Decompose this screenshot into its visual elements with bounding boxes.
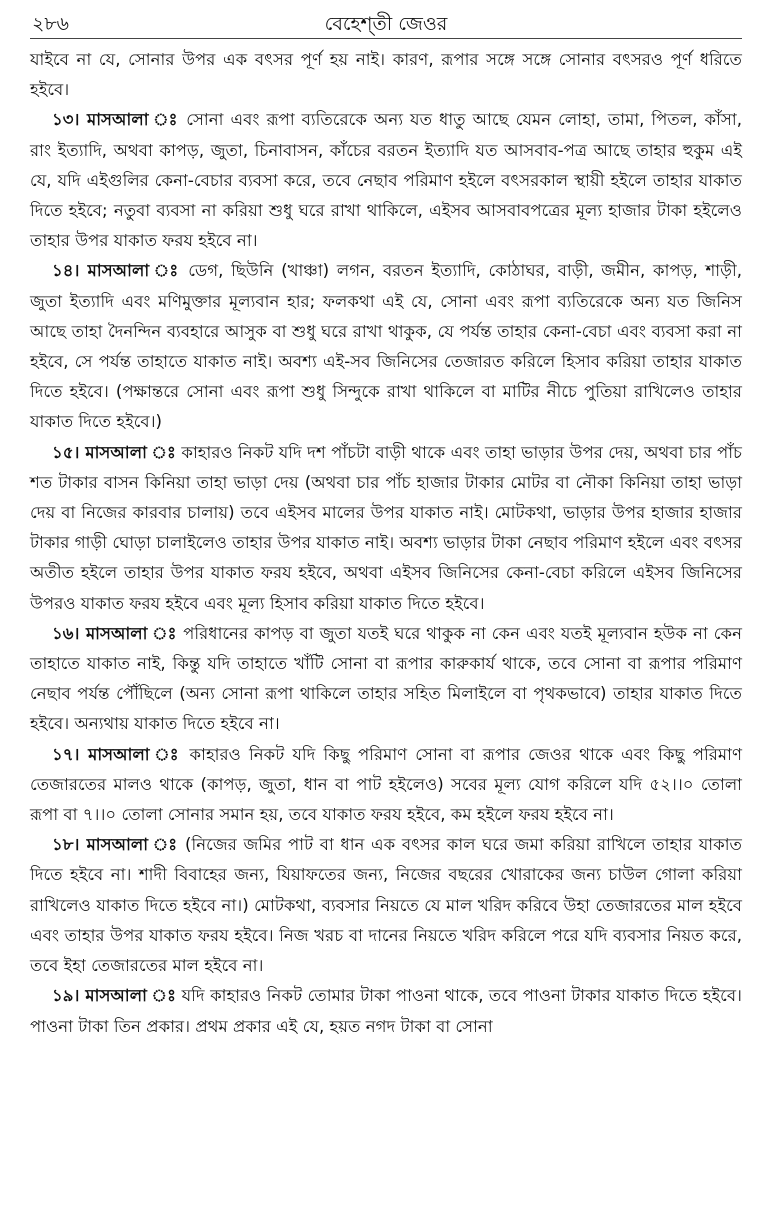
- paragraph-text: কাহারও নিকট যদি কিছু পরিমাণ সোনা বা রূপার জেওর থাকে এবং কিছু পরিমাণ তেজারতের মালও থাকে (কাপড়, জুতা, ধান বা পাট হইলেও) সবের মূল্য যোগ করিলে যদি ৫২।।০ তোলা রূপা বা ৭।।০ তোলা সোনার সমান হয়, তবে যাকাত ফরয হইবে, কম হইলে ফরয হইবে না।: [30, 744, 742, 825]
- masala-label: ১৮। মাসআলা ঃ: [52, 835, 179, 855]
- masala-17: [30, 740, 742, 831]
- masala-label: ১৪। মাসআলা ঃ: [52, 261, 181, 281]
- paragraph-text: ডেগ, ছিউনি (খাঞ্চা) লগন, বরতন ইত্যাদি, কোঠাঘর, বাড়ী, জমীন, কাপড়, শাড়ী, জুতা ইত্যাদি এবং মণিমুক্তার মূল্যবান হার; ফলকথা এই যে, সোনা এবং রূপা ব্যতিরেকে অন্য যত জিনিস আছে তাহা দৈনন্দিন ব্যবহারে আসুক বা শুধু ঘরে রাখা থাকুক, যে পর্যন্ত তাহার কেনা-বেচা এবং ব্যবসা করা না হইবে, সে পর্যন্ত তাহাতে যাকাত নাই। অবশ্য এই-সব জিনিসের তেজারত করিলে হিসাব করিয়া তাহার যাকাত দিতে হইবে। (পক্ষান্তরে সোনা এবং রূপা শুধু সিন্দুকে রাখা থাকিলে বা মাটির নীচে পুতিয়া রাখিলেও তাহার যাকাত দিতে হইবে।): [30, 261, 742, 432]
- paragraph-text: কাহারও নিকট যদি দশ পাঁচটা বাড়ী থাকে এবং তাহা ভাড়ার উপর দেয়, অথবা চার পাঁচ শত টাকার বাসন কিনিয়া তাহা ভাড়া দেয় (অথবা চার পাঁচ হাজার টাকার মোটর বা নৌকা কিনিয়া তাহা ভাড়া দেয় বা নিজের কারবার চালায়) তবে এইসব মালের উপর যাকাত নাই। মোটকথা, ভাড়ার উপর হাজার হাজার টাকার গাড়ী ঘোড়া চালাইলেও তাহার উপর যাকাত নাই। অবশ্য ভাড়ার টাকা নেছাব পরিমাণ হইলে এবং বৎসর অতীত হইলে তাহার উপর যাকাত ফরয হইবে, অথবা এইসব জিনিসের কেনা-বেচা করিলে এইসব জিনিসের উপরও যাকাত ফরয হইবে এবং মূল্য হিসাব করিয়া যাকাত দিতে হইবে।: [30, 442, 743, 613]
- masala-16: [30, 619, 742, 740]
- paragraph-text: পরিধানের কাপড় বা জুতা যতই ঘরে থাকুক না কেন এবং যতই মূল্যবান হউক না কেন তাহাতে যাকাত নাই, কিন্তু যদি তাহাতে খাঁটি সোনা বা রূপার কারুকার্য থাকে, তবে সোনা বা রূপার পরিমাণ নেছাব পর্যন্ত পৌঁছিলে (অন্য সোনা রূপা থাকিলে তাহার সহিত মিলাইলে বা পৃথকভাবে) তাহার যাকাত দিতে হইবে। অন্যথায় যাকাত দিতে হইবে না।: [30, 623, 742, 734]
- paragraph-text: যদি কাহারও নিকট তোমার টাকা পাওনা থাকে, তবে পাওনা টাকার যাকাত দিতে হইবে। পাওনা টাকা তিন প্রকার। প্রথম প্রকার এই যে, হয়ত নগদ টাকা বা সোনা: [30, 986, 742, 1036]
- masala-label: ১৭। মাসআলা ঃ: [52, 744, 182, 764]
- running-title: বেহেশ্‌তী জেওর: [324, 13, 448, 35]
- page-body: [30, 45, 742, 1042]
- masala-14: [30, 256, 742, 437]
- masala-15: [30, 438, 742, 619]
- paragraph-continuation: [30, 45, 742, 105]
- masala-label: ১৫। মাসআলা ঃ: [52, 442, 176, 462]
- page-number: ২৮৬: [32, 13, 70, 35]
- paragraph-text: (নিজের জমির পাট বা ধান এক বৎসর কাল ঘরে জমা করিয়া রাখিলে তাহার যাকাত দিতে হইবে না। শাদী বিবাহের জন্য, যিয়াফতের জন্য, নিজের বছরের খোরাকের জন্য চাউল গোলা করিয়া রাখিলেও যাকাত দিতে হইবে না।) মোটকথা, ব্যবসার নিয়তে যে মাল খরিদ করিবে উহা তেজারতের মাল হইবে এবং তাহার উপর যাকাত ফরয হইবে। নিজ খরচ বা দানের নিয়তে খরিদ করিলে পরে যদি ব্যবসার নিয়ত করে, তবে ইহা তেজারতের মাল হইবে না।: [30, 835, 742, 976]
- paragraph-text: সোনা এবং রূপা ব্যতিরেকে অন্য যত ধাতু আছে যেমন লোহা, তামা, পিতল, কাঁসা, রাং ইত্যাদি, অথবা কাপড়, জুতা, চিনাবাসন, কাঁচের বরতন ইত্যাদি যত আসবাব-পত্র আছে তাহার হুকুম এই যে, যদি এইগুলির কেনা-বেচার ব্যবসা করে, তবে নেছাব পরিমাণ হইলে বৎসরকাল স্থায়ী হইলে তাহার যাকাত দিতে হইবে; নতুবা ব্যবসা না করিয়া শুধু ঘরে রাখা থাকিলে, এইসব আসবাবপত্রের মূল্য হাজার টাকা হইলেও তাহার উপর যাকাত ফরয হইবে না।: [30, 110, 742, 251]
- masala-label: ১৩। মাসআলা ঃ: [52, 110, 180, 130]
- page-header: [30, 8, 742, 39]
- masala-19: [30, 981, 742, 1041]
- paragraph-text: যাইবে না যে, সোনার উপর এক বৎসর পূর্ণ হয় নাই। কারণ, রূপার সঙ্গে সঙ্গে সোনার বৎসরও পূর্ণ ধরিতে হইবে।: [30, 50, 742, 100]
- masala-18: [30, 830, 742, 981]
- masala-label: ১৯। মাসআলা ঃ: [52, 986, 177, 1006]
- masala-13: [30, 105, 742, 256]
- masala-label: ১৬। মাসআলা ঃ: [52, 623, 178, 643]
